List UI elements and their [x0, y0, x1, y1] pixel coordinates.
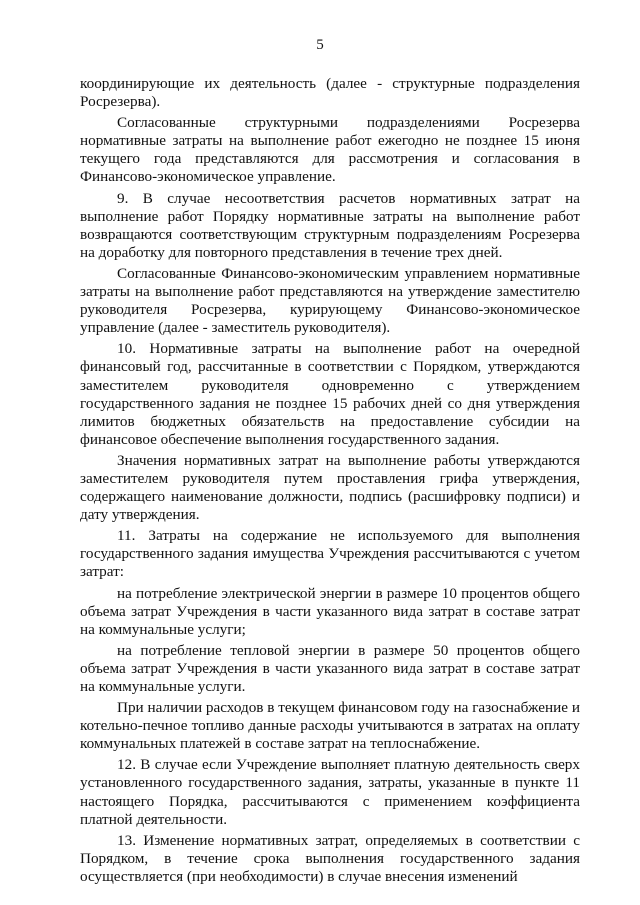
paragraph-approval-deadline: Согласованные структурными подразделениями Росрезерва нормативные затраты на выполнение работ ежегодно не позднее 15 июня текущего года представляются для рассмотрения и согласования в Финансово-экономическое управление. [80, 114, 580, 186]
paragraph-heat: на потребление тепловой энергии в размере 50 процентов общего объема затрат Учреждения в части указанного вида затрат в составе затрат на коммунальные услуги. [80, 641, 580, 695]
paragraph-continuation: координирующие их деятельность (далее - структурные подразделения Росрезерва). [80, 75, 580, 111]
paragraph-approval-stamp: Значения нормативных затрат на выполнение работы утверждаются заместителем руководителя путем проставления грифа утверждения, содержащего наименование должности, подпись (расшифровку подписи) и дату утверждения. [80, 451, 580, 524]
page-number: 5 [316, 37, 324, 53]
paragraph-item-12: 12. В случае если Учреждение выполняет платную деятельность сверх установленного государственного задания, затраты, указанные в пункте 11 настоящего Порядка, рассчитываются с применением коэффициента платной деятельности. [80, 756, 580, 828]
paragraph-item-10: 10. Нормативные затраты на выполнение работ на очередной финансовый год, рассчитанные в соответствии с Порядком, утверждаются заместителем руководителя одновременно с утверждением государственного задания не позднее 15 рабочих дней со дня утверждения лимитов бюджетных обязательств на предоставление субсидии на финансовое обеспечение выполнения государственного задания. [80, 340, 580, 448]
paragraph-gas-supply: При наличии расходов в текущем финансовом году на газоснабжение и котельно-печное топливо данные расходы учитываются в затратах на оплату коммунальных платежей в составе затрат на теплоснабжение. [80, 699, 580, 753]
document-body [80, 75, 580, 886]
paragraph-electricity: на потребление электрической энергии в размере 10 процентов общего объема затрат Учреждения в части указанного вида затрат в составе затрат на коммунальные услуги; [80, 584, 580, 638]
paragraph-item-13: 13. Изменение нормативных затрат, определяемых в соответствии с Порядком, в течение срока выполнения государственного задания осуществляется (при необходимости) в случае внесения изменений [80, 831, 580, 885]
paragraph-deputy-approval: Согласованные Финансово-экономическим управлением нормативные затраты на выполнение работ представляются на утверждение заместителю руководителя Росрезерва, курирующему Финансово-экономическое управление (далее - заместитель руководителя). [80, 264, 580, 337]
paragraph-item-9: 9. В случае несоответствия расчетов нормативных затрат на выполнение работ Порядку нормативные затраты на выполнение работ возвращаются соответствующим структурным подразделениям Росрезерва на доработку для повторного представления в течение трех дней. [80, 189, 580, 261]
paragraph-item-11: 11. Затраты на содержание не используемого для выполнения государственного задания имущества Учреждения рассчитываются с учетом затрат: [80, 527, 580, 581]
